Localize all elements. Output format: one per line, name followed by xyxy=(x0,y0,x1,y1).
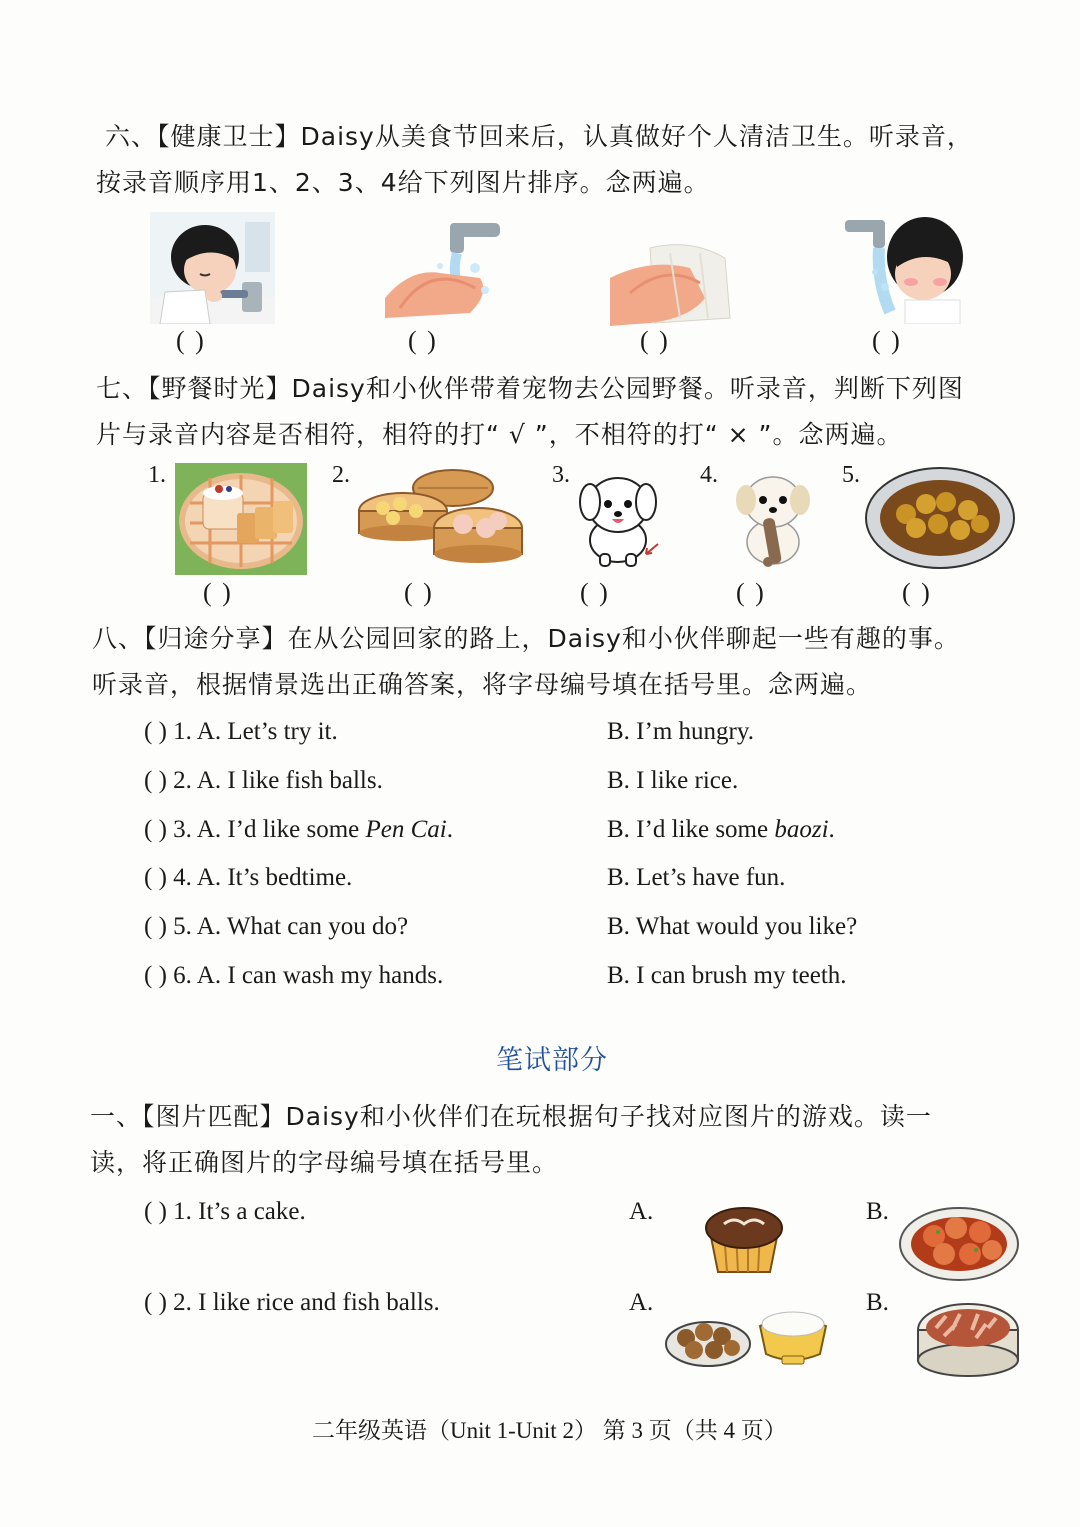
part1-heading-line1: 一、【图片匹配】Daisy和小伙伴们在玩根据句子找对应图片的游戏。读一 xyxy=(90,1102,932,1131)
page-footer: 二年级英语（Unit 1-Unit 2） 第 3 页（共 4 页） xyxy=(312,1418,787,1443)
question-option-b: B. What would you like? xyxy=(607,913,858,940)
white-dog-picture xyxy=(570,470,666,570)
option-a-label: A. xyxy=(629,1198,654,1225)
cake-and-bread-picnic-picture xyxy=(175,463,307,575)
question-option-a: ( ) 5. A. What can you do? xyxy=(144,913,409,940)
answer-blank[interactable]: ( ) xyxy=(408,326,438,355)
item-number: 4. xyxy=(700,462,718,488)
answer-blank[interactable]: ( ) xyxy=(640,326,670,355)
drying-hands-towel-picture xyxy=(610,238,735,326)
meatballs-plate-picture xyxy=(898,1204,1020,1282)
match-question-2: ( ) 2. I like rice and fish balls. xyxy=(144,1289,440,1316)
answer-blank[interactable]: ( ) xyxy=(203,578,233,607)
option-a-label: A. xyxy=(629,1289,654,1316)
answer-blank[interactable]: ( ) xyxy=(176,326,206,355)
question-option-b: B. I like rice. xyxy=(607,767,739,794)
question-option-a: ( ) 2. A. I like fish balls. xyxy=(144,767,383,794)
answer-blank[interactable]: ( ) xyxy=(580,578,610,607)
question-option-b: B. Let’s have fun. xyxy=(607,864,786,891)
section8-heading-line1: 八、【归途分享】在从公园回家的路上，Daisy和小伙伴聊起一些有趣的事。 xyxy=(92,624,960,653)
option-b-label: B. xyxy=(866,1198,889,1225)
answer-blank[interactable]: ( ) xyxy=(902,578,932,607)
match-question-1: ( ) 1. It’s a cake. xyxy=(144,1198,306,1225)
pen-cai-pot-picture xyxy=(916,1300,1020,1378)
question-option-a: ( ) 3. A. I’d like some Pen Cai. xyxy=(144,816,453,843)
answer-blank[interactable]: ( ) xyxy=(404,578,434,607)
section8-heading-line2: 听录音，根据情景选出正确答案，将字母编号填在括号里。念两遍。 xyxy=(92,670,873,699)
written-section-title: 笔试部分 xyxy=(496,1045,608,1076)
question-option-a: ( ) 1. A. Let’s try it. xyxy=(144,718,338,745)
girl-washing-face-picture xyxy=(845,212,965,324)
question-option-b: B. I can brush my teeth. xyxy=(607,962,847,989)
answer-blank[interactable]: ( ) xyxy=(736,578,766,607)
fish-balls-plate-picture xyxy=(864,466,1016,570)
item-number: 2. xyxy=(332,462,350,488)
part1-heading-line2: 读，将正确图片的字母编号填在括号里。 xyxy=(90,1148,559,1177)
question-option-a: ( ) 4. A. It’s bedtime. xyxy=(144,864,353,891)
option-b-label: B. xyxy=(866,1289,889,1316)
item-number: 1. xyxy=(148,462,166,488)
answer-blank[interactable]: ( ) xyxy=(872,326,902,355)
section6-heading-line2: 按录音顺序用1、2、3、4给下列图片排序。念两遍。 xyxy=(96,168,710,197)
dog-with-bone-picture xyxy=(728,470,818,572)
question-option-b: B. I’m hungry. xyxy=(607,718,754,745)
section6-heading-line1: 六、【健康卫士】Daisy从美食节回来后，认真做好个人清洁卫生。听录音， xyxy=(105,122,973,151)
chocolate-cupcake-picture xyxy=(702,1202,786,1274)
washing-hands-picture xyxy=(380,218,505,326)
item-number: 5. xyxy=(842,462,860,488)
section7-heading-line1: 七、【野餐时光】Daisy和小伙伴带着宠物去公园野餐。听录音，判断下列图 xyxy=(96,374,964,403)
question-option-a: ( ) 6. A. I can wash my hands. xyxy=(144,962,444,989)
item-number: 3. xyxy=(552,462,570,488)
question-option-b: B. I’d like some baozi. xyxy=(607,816,835,843)
girl-brushing-teeth-picture xyxy=(150,212,275,324)
fish-balls-and-rice-picture xyxy=(664,1300,830,1368)
dumplings-steamer-picture xyxy=(358,466,524,572)
section7-heading-line2: 片与录音内容是否相符，相符的打“ √ ”，不相符的打“ × ”。念两遍。 xyxy=(96,420,903,449)
